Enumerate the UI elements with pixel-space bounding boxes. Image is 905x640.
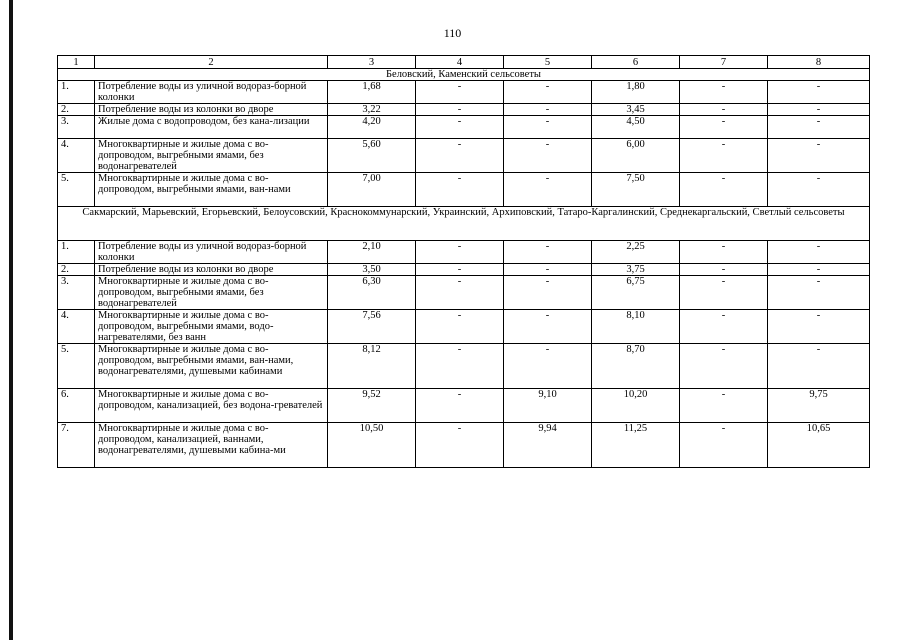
cell-col7: - [680,389,768,423]
cell-col7: - [680,116,768,139]
cell-col6: 6,75 [592,276,680,310]
cell-col5: 9,10 [504,389,592,423]
cell-col5: 9,94 [504,423,592,468]
cell-col7: - [680,139,768,173]
cell-col3: 7,00 [328,173,416,207]
row-number: 2. [58,104,95,116]
cell-col5: - [504,241,592,264]
cell-col6: 8,10 [592,310,680,344]
cell-col6: 10,20 [592,389,680,423]
table-row [58,310,870,344]
row-number: 7. [58,423,95,468]
cell-col6: 1,80 [592,81,680,104]
cell-col5: - [504,310,592,344]
table-row [58,276,870,310]
tariff-table [57,55,870,468]
cell-col6: 3,45 [592,104,680,116]
row-description: Потребление воды из уличной водораз-борной колонки [95,81,328,104]
cell-col3: 3,50 [328,264,416,276]
section-header-row [58,207,870,241]
cell-col4: - [416,344,504,389]
cell-col7: - [680,310,768,344]
row-number: 5. [58,344,95,389]
cell-col7: - [680,81,768,104]
cell-col3: 7,56 [328,310,416,344]
table-row [58,139,870,173]
row-description: Многоквартирные и жилые дома с во-допроводом, канализацией, без водона-гревателей [95,389,328,423]
table-row [58,81,870,104]
cell-col6: 8,70 [592,344,680,389]
cell-col6: 11,25 [592,423,680,468]
section-title: Беловский, Каменский сельсоветы [58,69,870,81]
row-description: Многоквартирные и жилые дома с во-допроводом, выгребными ямами, водо-нагревателями, без ванн [95,310,328,344]
cell-col4: - [416,116,504,139]
cell-col4: - [416,81,504,104]
binding-edge [9,0,13,640]
column-header: 1 [58,56,95,69]
cell-col5: - [504,344,592,389]
row-number: 3. [58,116,95,139]
cell-col8: 9,75 [768,389,870,423]
cell-col5: - [504,116,592,139]
cell-col8: - [768,344,870,389]
section-title: Сакмарский, Марьевский, Егорьевский, Белоусовский, Краснокоммунарский, Украинский, Архиповский, Татаро-Каргалинский, Среднекаргальский, Светлый сельсоветы [58,207,870,241]
cell-col5: - [504,276,592,310]
section-header-row [58,69,870,81]
row-description: Многоквартирные и жилые дома с во-допроводом, выгребными ямами, ван-нами [95,173,328,207]
cell-col5: - [504,104,592,116]
row-number: 1. [58,241,95,264]
cell-col4: - [416,241,504,264]
table-row [58,264,870,276]
row-description: Многоквартирные и жилые дома с во-допроводом, выгребными ямами, без водонагревателей [95,276,328,310]
row-description: Потребление воды из колонки во дворе [95,104,328,116]
table-row [58,116,870,139]
cell-col8: - [768,104,870,116]
cell-col3: 10,50 [328,423,416,468]
row-number: 4. [58,139,95,173]
cell-col3: 9,52 [328,389,416,423]
table-row [58,389,870,423]
row-number: 6. [58,389,95,423]
cell-col6: 3,75 [592,264,680,276]
cell-col4: - [416,173,504,207]
column-header: 4 [416,56,504,69]
cell-col8: - [768,310,870,344]
table-row [58,344,870,389]
cell-col8: - [768,139,870,173]
cell-col8: - [768,173,870,207]
table-row [58,104,870,116]
cell-col8: - [768,116,870,139]
page-number: 110 [443,26,462,40]
row-number: 5. [58,173,95,207]
cell-col6: 2,25 [592,241,680,264]
cell-col6: 7,50 [592,173,680,207]
cell-col7: - [680,276,768,310]
cell-col7: - [680,104,768,116]
column-header: 8 [768,56,870,69]
column-header: 6 [592,56,680,69]
cell-col4: - [416,264,504,276]
cell-col8: - [768,264,870,276]
cell-col5: - [504,264,592,276]
cell-col8: - [768,276,870,310]
row-description: Многоквартирные и жилые дома с во-допроводом, выгребными ямами, без водонагревателей [95,139,328,173]
cell-col8: - [768,241,870,264]
column-header: 2 [95,56,328,69]
cell-col8: - [768,81,870,104]
cell-col7: - [680,264,768,276]
cell-col4: - [416,276,504,310]
row-number: 1. [58,81,95,104]
cell-col4: - [416,389,504,423]
cell-col5: - [504,139,592,173]
row-number: 2. [58,264,95,276]
cell-col7: - [680,173,768,207]
cell-col7: - [680,241,768,264]
column-header: 5 [504,56,592,69]
cell-col8: 10,65 [768,423,870,468]
row-description: Многоквартирные и жилые дома с во-допроводом, канализацией, ваннами, водонагревателями, душевыми кабина-ми [95,423,328,468]
cell-col4: - [416,423,504,468]
cell-col4: - [416,310,504,344]
cell-col6: 6,00 [592,139,680,173]
column-number-row [58,56,870,69]
cell-col3: 5,60 [328,139,416,173]
cell-col4: - [416,139,504,173]
cell-col6: 4,50 [592,116,680,139]
cell-col3: 3,22 [328,104,416,116]
cell-col3: 2,10 [328,241,416,264]
cell-col5: - [504,173,592,207]
table-row [58,173,870,207]
cell-col7: - [680,344,768,389]
cell-col3: 1,68 [328,81,416,104]
table-row [58,423,870,468]
column-header: 7 [680,56,768,69]
row-number: 4. [58,310,95,344]
column-header: 3 [328,56,416,69]
cell-col4: - [416,104,504,116]
cell-col5: - [504,81,592,104]
cell-col7: - [680,423,768,468]
cell-col3: 4,20 [328,116,416,139]
row-description: Многоквартирные и жилые дома с во-допроводом, выгребными ямами, ван-нами, водонагревателями, душевыми кабинами [95,344,328,389]
row-number: 3. [58,276,95,310]
row-description: Жилые дома с водопроводом, без кана-лизации [95,116,328,139]
row-description: Потребление воды из уличной водораз-борной колонки [95,241,328,264]
cell-col3: 6,30 [328,276,416,310]
row-description: Потребление воды из колонки во дворе [95,264,328,276]
table-row [58,241,870,264]
cell-col3: 8,12 [328,344,416,389]
